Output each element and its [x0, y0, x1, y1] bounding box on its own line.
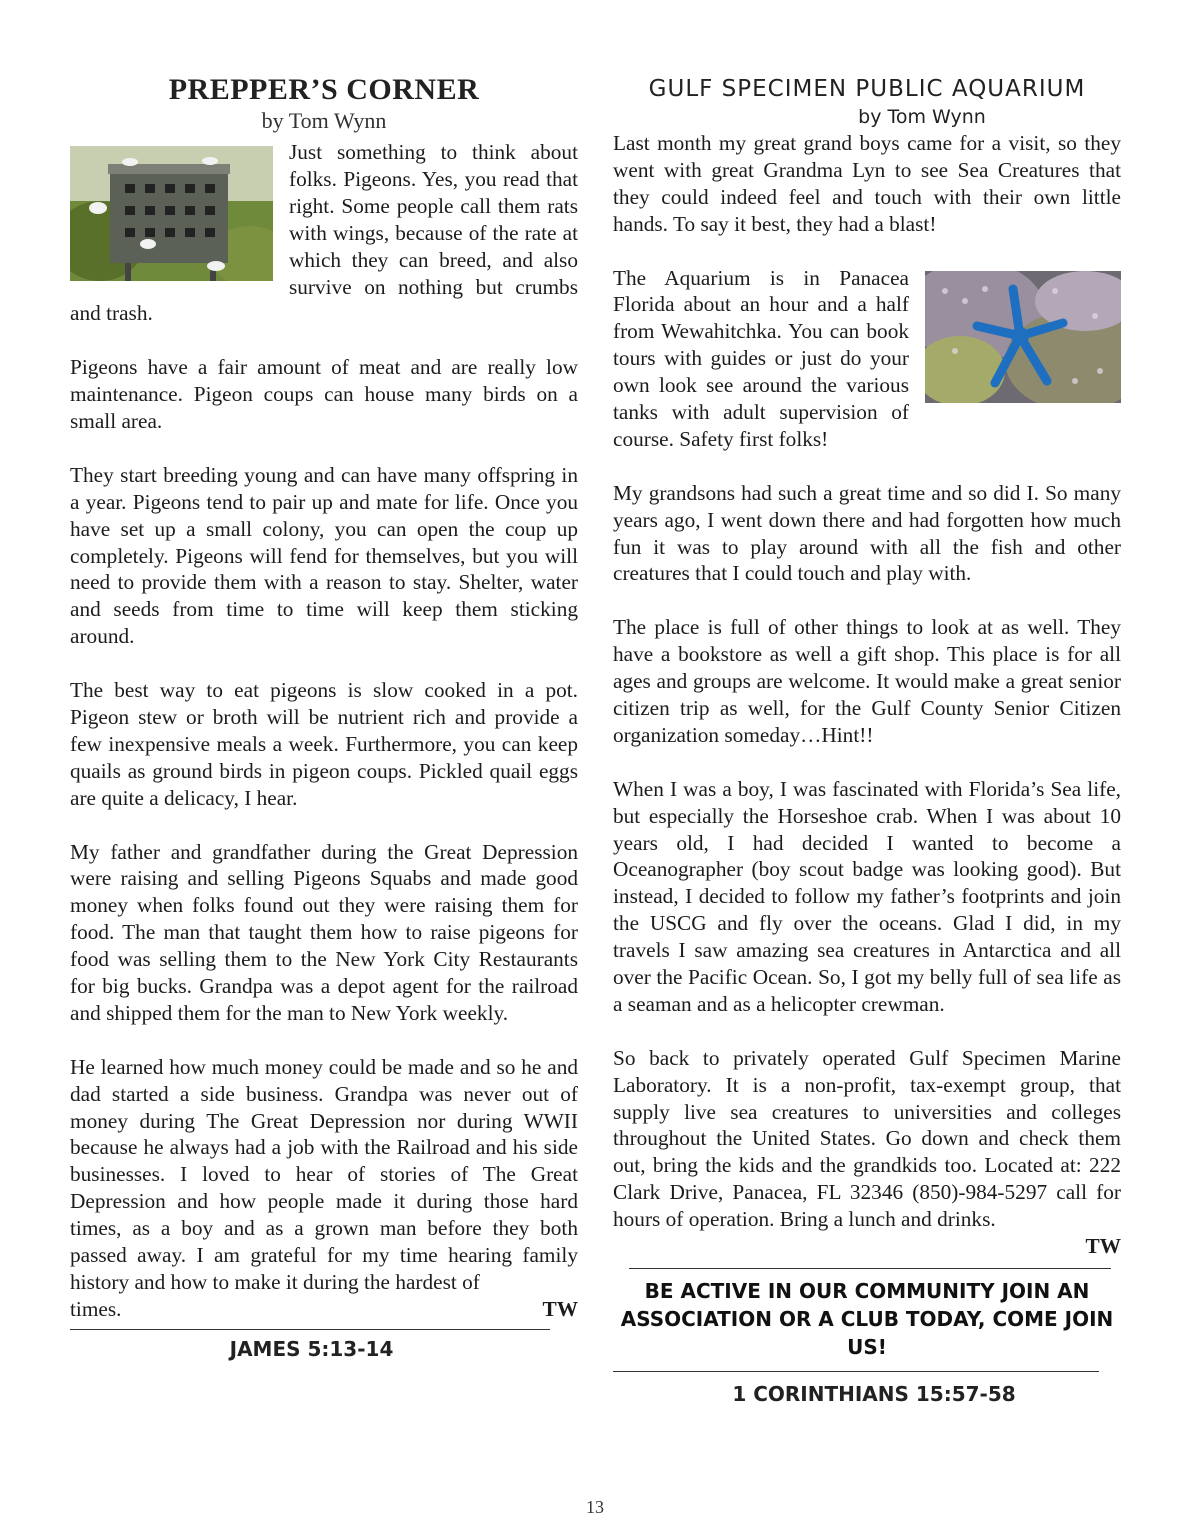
author-initials: TW	[1085, 1234, 1121, 1259]
article-byline: by Tom Wynn	[261, 108, 387, 133]
divider	[629, 1268, 1111, 1269]
divider	[70, 1329, 550, 1330]
paragraph: My grandsons had such a great time and so did I. So many years ago, I went down there and had forgotten how much fun it was to play around with all the fish and other creatures that I could touch and play with.	[613, 480, 1121, 586]
paragraph: They start breeding young and can have many offspring in a year. Pigeons tend to pair up and mate for life. Once you have set up a small colony, you can open the coup up completely. Pigeons will fend for themselves, but you will need to provide them with a reason to stay. Shelter, water and seeds from time to time will keep them sticking around.	[70, 462, 578, 649]
article-title: PREPPER’S CORNER	[168, 73, 480, 106]
pigeon-coop-photo	[70, 146, 273, 281]
paragraph: Pigeons have a fair amount of meat and are really low maintenance. Pigeon coups can house many birds on a small area.	[70, 355, 578, 434]
paragraph: The best way to eat pigeons is slow cooked in a pot. Pigeon stew or broth will be nutrient rich and provide a few inexpensive meals a week. Furthermore, you can keep quails as ground birds in pigeon coups. Pickled quail eggs are quite a delicacy, I hear.	[70, 678, 578, 810]
paragraph: Last month my great grand boys came for a visit, so they went with great Grandma Lyn to see Sea Creatures that they could indeed feel and touch with their own little hands. To say it best, they had a blast!	[613, 131, 1121, 236]
paragraph: When I was a boy, I was fascinated with Florida’s Sea life, but especially the Horseshoe crab. When I was about 10 years old, I had decided I wanted to become a Oceanographer (boy scout badge was looking good). But instead, I decided to follow my father’s footprints and join the USCG and fly over the oceans. Glad I did, in my travels I saw amazing sea creatures in Antarctica and all over the Pacific Ocean. So, I got my belly full of sea life as a seaman and as a helicopter crewman.	[613, 776, 1121, 1016]
paragraph-text: The Aquarium is in Panacea Florida about an hour and a half from Wewahitchka. You can book tours with guides or just do your own look see around the various tanks with adult supervision of course. Safety first folks!	[613, 265, 909, 451]
page-number: 13	[586, 1497, 604, 1517]
paragraph: The place is full of other things to look at as well. They have a bookstore as well a gift shop. This place is for all ages and groups are welcome. It would make a great senior citizen trip as well, for the Gulf County Senior Citizen organization someday…Hint!!	[613, 615, 1121, 747]
paragraph-aquarium	[613, 265, 1121, 453]
community-callout: BE ACTIVE IN OUR COMMUNITY JOIN AN ASSOCIATION OR A CLUB TODAY, COME JOIN US!	[620, 1278, 1114, 1359]
paragraph-intro	[70, 139, 578, 327]
blue-starfish-photo	[925, 271, 1121, 403]
right-article	[613, 60, 1121, 1407]
paragraph: My father and grandfather during the Great Depression were raising and selling Pigeons Squabs and made good money when folks found out they were raising them for food. The man that taught them how to raise pigeons for food was selling them to the New York City Restaurants for big bucks. Grandpa was a depot agent for the railroad and shipped them for the man to New York weekly.	[70, 839, 578, 1025]
paragraph-text: Just something to think about folks. Pigeons. Yes, you read that right. Some people call them rats with wings, because of the rate at which they can breed, and also survive on nothing but crumbs and trash.	[70, 140, 578, 326]
paragraph: He learned how much money could be made and so he and dad started a side business. Grandpa was never out of money during The Great Depression nor during WWII because he always had a job with the Railroad and his side businesses. I loved to hear of stories of The Great Depression and how people made it during those hard times, as a boy and as a grown man before they both passed away. I am grateful for my time hearing family history and how to make it during the hardest of	[70, 1054, 578, 1294]
scripture-reference: JAMES 5:13-14	[229, 1336, 394, 1361]
last-word: times.	[70, 1296, 122, 1321]
author-initials: TW	[542, 1296, 578, 1321]
signoff-line	[70, 1296, 578, 1323]
divider	[613, 1371, 1099, 1372]
left-article	[70, 60, 578, 1362]
scripture-reference: 1 CORINTHIANS 15:57-58	[732, 1381, 1016, 1406]
article-title: GULF SPECIMEN PUBLIC AQUARIUM	[648, 76, 1086, 102]
article-byline: by Tom Wynn	[858, 106, 986, 128]
paragraph: So back to privately operated Gulf Specimen Marine Laboratory. It is a non-profit, tax-exempt group, that supply live sea creatures to universities and colleges throughout the United States. Go down and check them out, bring the kids and the grandkids too. Located at: 222 Clark Drive, Panacea, FL 32346 (850)-984-5297 call for hours of operation. Bring a lunch and drinks.	[613, 1045, 1121, 1232]
